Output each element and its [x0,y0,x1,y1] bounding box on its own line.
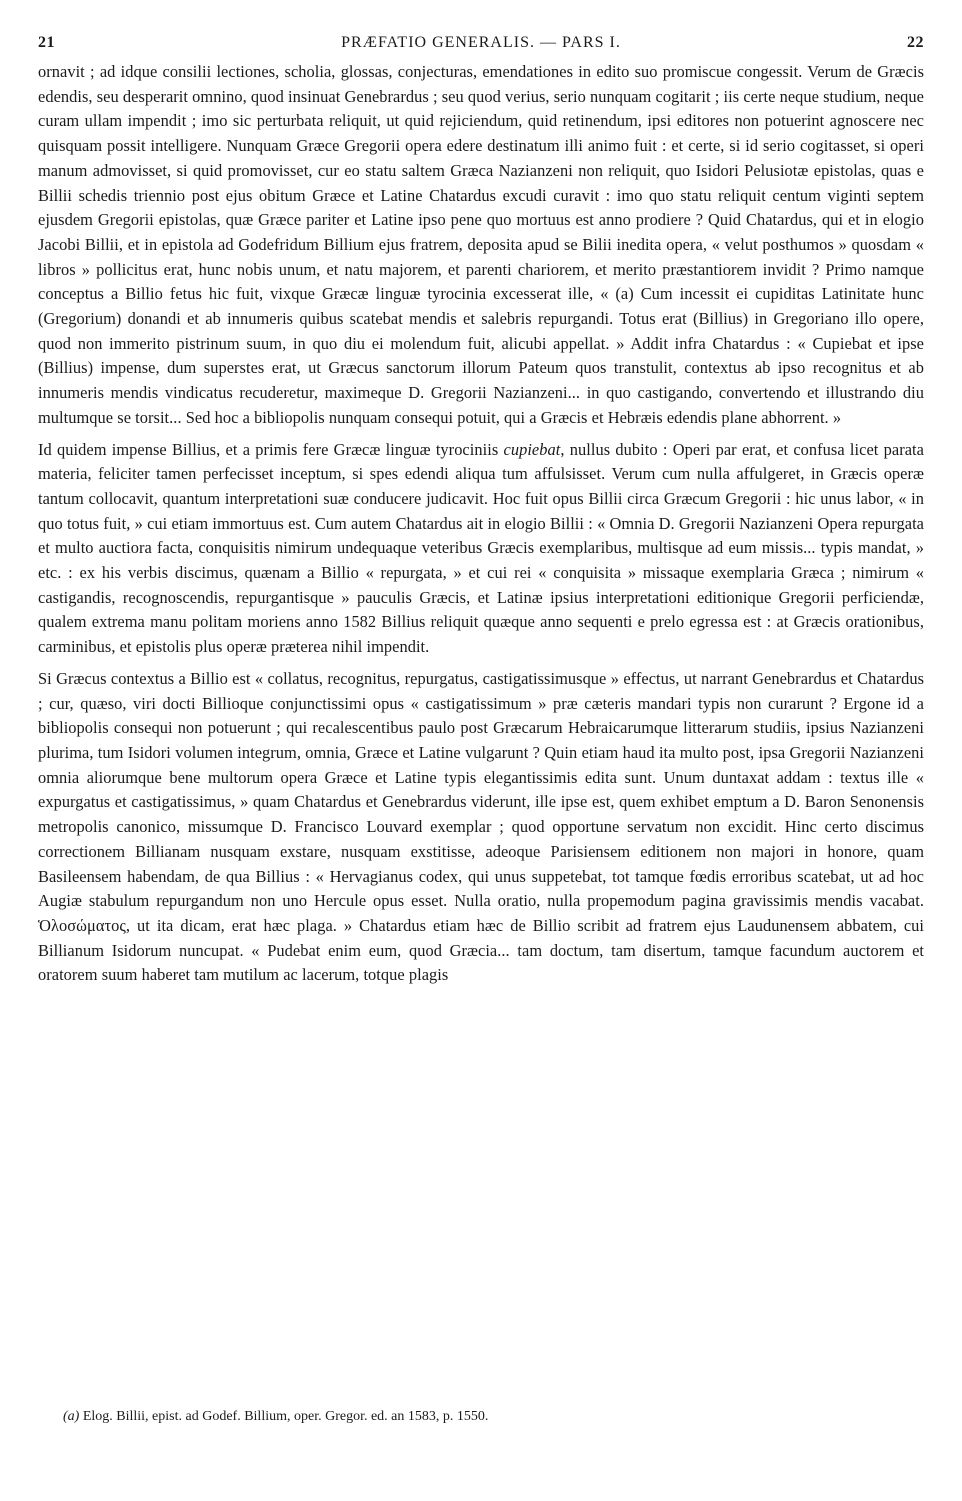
body-text [38,60,924,988]
right-page-number: 22 [907,34,924,51]
left-page-number: 21 [38,34,55,51]
paragraph-1 [38,60,924,431]
footnote-marker: (a) [63,1409,80,1424]
footnote-text: Elog. Billii, epist. ad Godef. Billium, oper. Gregor. ed. an 1583, p. 1550. [79,1409,489,1424]
page [38,32,924,988]
paragraph-3-text: Si Græcus contextus a Billio est « collatus, recognitus, repurgatus, castigatissimusque » effectus, ut narrant Genebrardus et Chatardus ; cur, quæso, viri docti Billioque conjunctissimi opus « castigatissimum » præ cæteris mandari typis non curarunt ? Ergone id a bibliopolis consequi non potuerunt ; qui recalescentibus paulo post Græcarum Hebraicarumque litterarum studiis, ipsius Nazianzeni plurima, tum Isidori volumen integrum, omnia, Græce et Latine vulgarunt ? Quin etiam haud ita multo post, ipsa Gregorii Nazianzeni omnia aliorumque bene multorum opera Græce et Latine typis elegantissimis edita sunt. Unum duntaxat addam : textus ille « expurgatus et castigatissimus, » quam Chatardus et Genebrardus viderunt, ille ipse est, quem exhibet emptum a D. Baron Senonensis metropolis canonico, missumque D. Francisco Louvard exemplar ; quod opportune servatum non excidit. Hinc certo discimus correctionem Billianam nusquam exstare, nusquam exstitisse, adeoque Parisiensem editionem non majori in honore, quam Basileensem habendam, de qua Billius : « Hervagianus codex, qui unus suppetebat, tot tamque fœdis erroribus scatebat, ut ad hoc Augiæ stabulum repurgandum non uno Hercule opus esset. Nulla oratio, nulla propemodum pagina gravissimis mendis vacabat. Ὁλοσώματος, ut ita dicam, erat hæc plaga. » Chatardus etiam hæc de Billio scribit ad fratrem ejus Laudunensem abbatem, cui Billianum Isidorum nuncupat. « Pudebat enim eum, quod Græcia... tam doctum, tam disertum, tamque facundum auctorem et oratorem suum haberet tam mutilum ac lacerum, totque plagis [38,668,924,985]
paragraph-2 [38,438,924,660]
paragraph-2-text-a: Id quidem impense Billius, et a primis fere Græcæ linguæ tyrociniis [38,439,504,459]
paragraph-2-italic-word: cupiebat [503,439,561,459]
running-title: PRÆFATIO GENERALIS. — PARS I. [341,34,621,51]
paragraph-1-text: ornavit ; ad idque consilii lectiones, scholia, glossas, conjecturas, emendationes in edito suo promiscue congessit. Verum de Græcis edendis, seu desperarit omnino, quod insinuat Genebrardus ; seu quod verius, serio nunquam cogitarit ; iis certe neque studium, neque curam ullam impendit ; imo sic perturbata reliquit, ut quid rejiciendum, quid retinendum, ipsi editores non potuerint agnoscere nec quisquam possit intelligere. Nunquam Græce Gregorii opera edere destinatum illi animo fuit : et certe, si id serio cogitasset, si operi manum admovisset, si quid promovisset, cur eo statu saltem Græca Nazianzeni non reliquit, quo Isidori Pelusiotæ epistolas, quas e Billii schedis triennio post ejus obitum Græce et Latine Chatardus excudi curavit : imo quo statu reliquit centum viginti septem ejusdem Gregorii epistolas, quæ Græce pariter et Latine ipso pene quo mortuus est anno prodiere ? Quid Chatardus, qui et in elogio Jacobi Billii, et in epistola ad Godefridum Billium ejus fratrem, deposita apud se Bilii inedita opera, « velut posthumos » quosdam « libros » pollicitus erat, hunc nobis unum, et natu majorem, et parenti chariorem, et merito præstantiorem invidit ? Primo namque conceptus a Billio fetus hic fuit, vixque Græcæ linguæ tyrocinia excesserat ille, « (a) Cum incessit ei cupiditas Latinitate hunc (Gregorium) donandi et ab innumeris quibus scatebat mendis et salebris repurgandi. Totus erat (Billius) in Gregoriano illo opere, quod non immerito pistrinum suum, in quo diu ei molendum fuit, alicubi appellat. » Addit infra Chatardus : « Cupiebat et ipse (Billius) impense, dum superstes erat, ut Græcus sanctorum illorum Pateum quos transtulit, contextus ab ipso recognitus et ab innumeris mendis vindicatus recuderetur, maximeque D. Gregorii Nazianzeni... in quo castigando, convertendo et illustrando diu multumque se torsit... Sed hoc a bibliopolis nunquam consequi potuit, qui a Græcis et Hebræis edendis plane abhorrent. » [38,62,924,427]
paragraph-3 [38,667,924,988]
footnote [63,1407,488,1427]
paragraph-2-text-b: , nullus dubito : Operi par erat, et confusa licet parata materia, feliciter tamen perfecisset inceptum, si spes edendi aliqua tum affulsisset. Verum cum nulla affulgeret, in Græcis operæ tantum collocavit, quantum interpretationi suæ conducere judicavit. Hoc fuit opus Billii circa Græcum Gregorii : hic unus labor, « in quo totus fuit, » cui etiam immortuus est. Cum autem Chatardus ait in elogio Billii : « Omnia D. Gregorii Nazianzeni Opera repurgata et multo auctiora facta, conquisitis nimirum undequaque veteribus Græcis exemplaribus, multisque ad eum missis... typis mandat, » etc. : ex his verbis discimus, quænam a Billio « repurgata, » et cui rei « conquisita » missaque exemplaria Græca ; nimirum « castigandis, recognoscendis, repurgantisque » pauculis Græcis, et Latinæ ipsius interpretationi editionique Gregorii perficiendæ, qualem extrema manu politam moriens anno 1582 Billius reliquit quæque anno sequenti e prelo egressa est : at Græcis orationibus, carminibus, et epistolis plus operæ præterea nihil impendit. [38,439,924,657]
running-head [38,32,924,54]
